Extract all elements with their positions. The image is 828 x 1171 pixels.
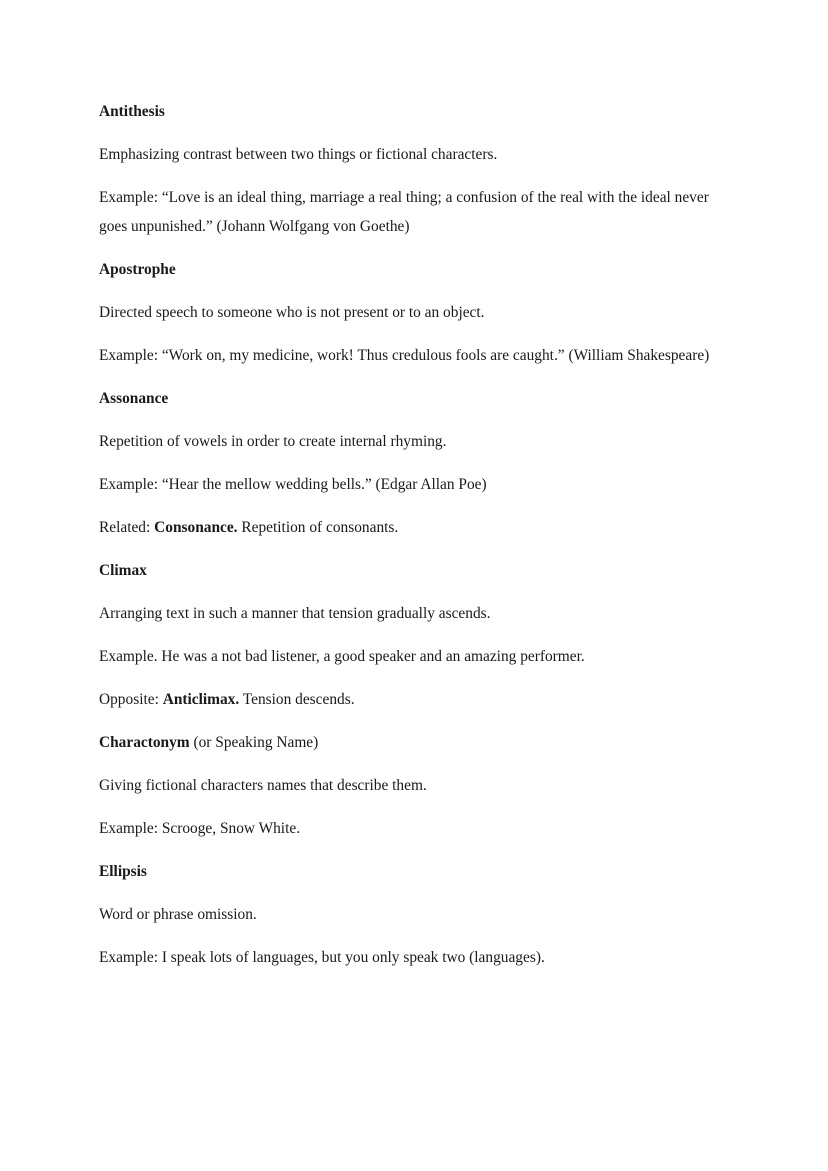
- term-definition: Repetition of vowels in order to create internal rhyming.: [99, 432, 447, 450]
- opposite-note: [99, 686, 739, 715]
- term-example: Example: “Hear the mellow wedding bells.” (Edgar Allan Poe): [99, 475, 487, 493]
- document-body: [99, 98, 739, 987]
- term-definition: Emphasizing contrast between two things or fictional characters.: [99, 146, 498, 163]
- term-definition: Word or phrase omission.: [99, 905, 257, 923]
- term-definition: Arranging text in such a manner that tension gradually ascends.: [99, 604, 491, 622]
- related-text: Repetition of consonants.: [237, 518, 399, 536]
- term-example: Example: I speak lots of languages, but you only speak two (languages).: [99, 948, 545, 966]
- term-heading: Assonance: [99, 389, 169, 407]
- opposite-prefix: Opposite:: [99, 690, 163, 708]
- related-note: [99, 514, 739, 543]
- related-term: Consonance.: [154, 518, 238, 536]
- term-heading: Climax: [99, 561, 147, 579]
- related-prefix: Related:: [99, 518, 155, 536]
- opposite-text: Tension descends.: [239, 690, 355, 708]
- term-heading-suffix: (or Speaking Name): [189, 733, 319, 751]
- term-example: Example: Scrooge, Snow White.: [99, 819, 301, 837]
- term-heading-bold: Charactonym: [99, 733, 190, 751]
- term-heading: [99, 729, 739, 758]
- term-example: Example: “Work on, my medicine, work! Thus credulous fools are caught.” (William Shakespeare): [99, 346, 710, 364]
- term-example: Example: “Love is an ideal thing, marriage a real thing; a confusion of the real with the ideal never goes unpunished.” (Johann Wolfgang von Goethe): [99, 189, 709, 235]
- term-heading: Ellipsis: [99, 862, 147, 880]
- term-example: Example. He was a not bad listener, a good speaker and an amazing performer.: [99, 647, 585, 665]
- term-heading: Antithesis: [99, 103, 165, 120]
- term-definition: Giving fictional characters names that describe them.: [99, 776, 427, 794]
- term-definition: Directed speech to someone who is not present or to an object.: [99, 303, 485, 321]
- term-heading: Apostrophe: [99, 260, 176, 278]
- opposite-term: Anticlimax.: [162, 690, 240, 708]
